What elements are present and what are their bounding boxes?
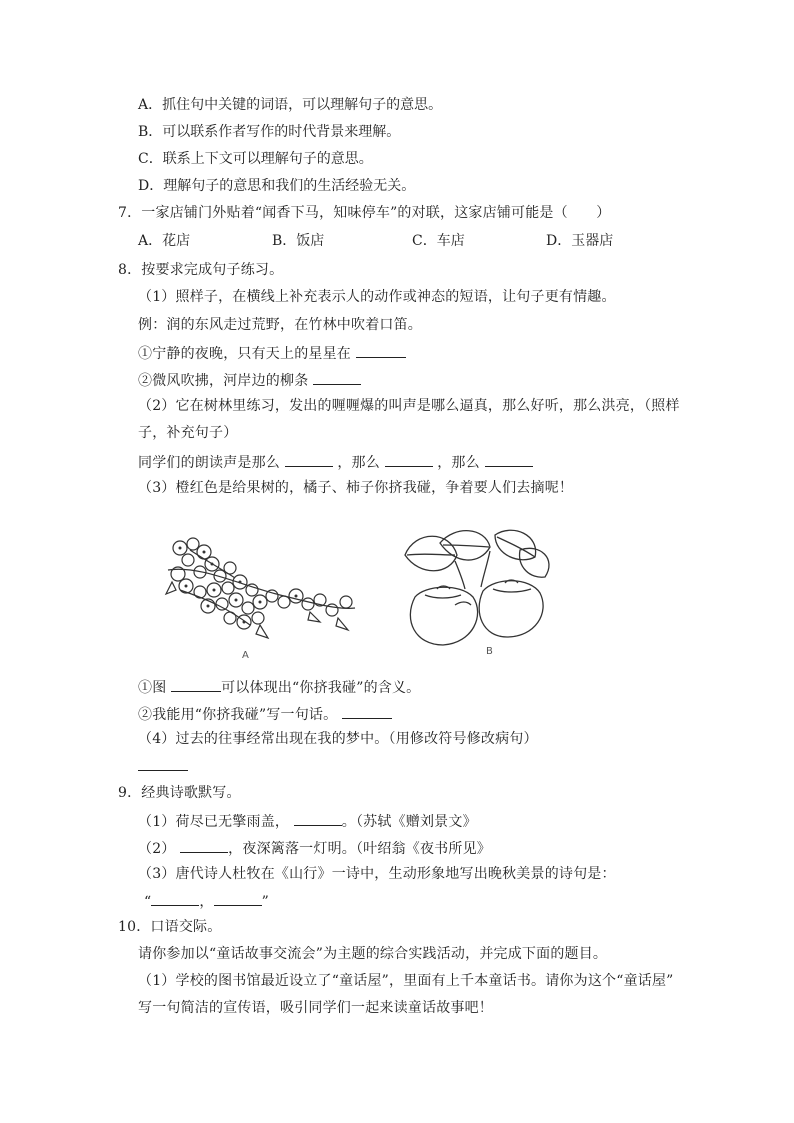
q8-part2-blank-3[interactable] [485, 452, 533, 467]
figure-b-persimmons [395, 525, 560, 655]
q9-part2-post: ，夜深篱落一灯明。（叶绍翁《夜书所见》 [228, 841, 491, 857]
q8-part1-b [138, 370, 361, 390]
figure-a-orange-branch [160, 530, 360, 658]
q8-part3-b-text: ②我能用“你挤我碰”写一句话。 [138, 707, 338, 723]
q8-title: 8．按要求完成句子练习。 [118, 262, 284, 278]
q8-part1-a [138, 343, 406, 363]
q8-part2-line1: （2）它在树林里练习，发出的喱喱爆的叫声是哪么逼真，那么好听，那么洪亮，（照样 [138, 398, 680, 414]
q9-part3-comma: ， [199, 894, 214, 910]
q8-part4: （4）过去的往事经常出现在我的梦中。（用修改符号修改病句） [138, 731, 538, 747]
q8-part2-line2: 子，补充句子） [138, 425, 238, 441]
q9-part3-blank-1[interactable] [151, 891, 199, 906]
figure-a-label: A [242, 650, 249, 661]
q9-part1-blank[interactable] [294, 811, 342, 826]
q8-part3-a [138, 677, 420, 697]
q9-part2 [138, 838, 491, 858]
q8-part1-example: 例：润的东风走过荒野，在竹林中吹着口笛。 [138, 317, 422, 333]
q9-part1 [138, 811, 477, 831]
q7-option-b: B．饭店 [272, 233, 325, 249]
q8-part4-answer-line [138, 756, 188, 776]
q8-part2-fill [138, 452, 533, 472]
q8-part3-a-post: 可以体现出“你挤我碰”的含义。 [221, 680, 421, 696]
q8-part1-b-blank[interactable] [313, 370, 361, 385]
figure-b-label: B [486, 646, 493, 657]
q8-part2-blank-2[interactable] [385, 452, 433, 467]
q9-part2-blank[interactable] [180, 838, 228, 853]
q9-part3-answer [144, 891, 269, 911]
q10-part1-line1: （1）学校的图书馆最近设立了“童话屋”，里面有上千本童话书。请你为这个“童话屋” [138, 973, 674, 989]
q9-part3-blank-2[interactable] [214, 891, 262, 906]
q7-option-c: C．车店 [412, 233, 465, 249]
q6-option-b: B．可以联系作者写作的时代背景来理解。 [138, 124, 401, 140]
q8-part3-a-pre: ①图 [138, 680, 167, 696]
q8-part3-a-blank[interactable] [171, 677, 221, 692]
q8-part2-fill-a: 同学们的朗读声是那么 [138, 455, 280, 471]
q9-title: 9．经典诗歌默写。 [118, 785, 241, 801]
q7-option-d: D．玉器店 [546, 233, 614, 249]
q8-part1-intro: （1）照样子，在横线上补充表示人的动作或神态的短语，让句子更有情趣。 [138, 289, 616, 305]
q8-part2-fill-b: ，那么 [337, 455, 380, 471]
q9-part2-pre: （2） [138, 841, 176, 857]
q8-part4-blank[interactable] [138, 756, 188, 771]
q8-part3-b-blank[interactable] [342, 704, 392, 719]
q8-part1-a-text: ①宁静的夜晚，只有天上的星星在 [138, 346, 351, 362]
q9-part1-post: 。（苏轼《赠刘景文》 [341, 814, 477, 830]
q10-part1-line2: 写一句简洁的宣传语，吸引同学们一起来读童话故事吧！ [138, 1000, 493, 1016]
q6-option-c: C．联系上下文可以理解句子的意思。 [138, 151, 373, 167]
q9-part1-pre: （1）荷尽已无擎雨盖， [138, 814, 290, 830]
q9-part3-close-quote: ” [261, 894, 269, 910]
q9-part3-line1: （3）唐代诗人杜牧在《山行》一诗中，生动形象地写出晚秋美景的诗句是： [138, 866, 616, 882]
q8-part2-blank-1[interactable] [285, 452, 333, 467]
q10-title: 10．口语交际。 [118, 919, 222, 935]
q8-part2-fill-c: ，那么 [437, 455, 480, 471]
q9-part3-open-quote: “ [144, 894, 152, 910]
q10-intro: 请你参加以“童话故事交流会”为主题的综合实践活动，并完成下面的题目。 [138, 946, 608, 962]
q6-option-d: D．理解句子的意思和我们的生活经验无关。 [138, 178, 416, 194]
q8-part3: （3）橙红色是给果树的，橘子、柿子你挤我碰，争着要人们去摘呢！ [138, 480, 574, 496]
q6-option-a: A．抓住句中关键的词语，可以理解句子的意思。 [138, 97, 443, 113]
q8-part3-b [138, 704, 392, 724]
q7-stem: 7．一家店铺门外贴着“闻香下马，知味停车”的对联，这家店铺可能是（ ） [118, 205, 611, 221]
q8-part1-a-blank[interactable] [356, 343, 406, 358]
q7-option-a: A．花店 [138, 233, 191, 249]
q8-part1-b-text: ②微风吹拂，河岸边的柳条 [138, 373, 309, 389]
